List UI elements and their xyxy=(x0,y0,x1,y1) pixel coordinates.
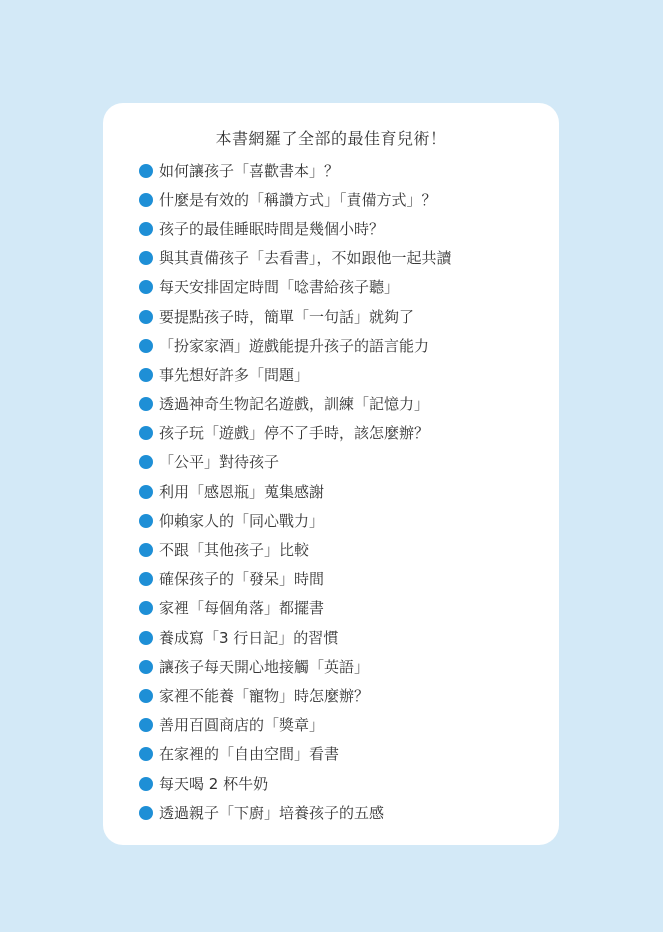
list-item-text: 家裡不能養「寵物」時怎麼辦？ xyxy=(159,686,370,705)
list-item xyxy=(139,360,452,389)
list-item xyxy=(139,594,452,623)
bullet-dot-icon xyxy=(139,660,153,674)
list-item xyxy=(139,448,452,477)
card-title: 本書網羅了全部的最佳育兒術！ xyxy=(215,129,447,148)
list-item-text: 事先想好許多「問題」 xyxy=(159,365,310,384)
bullet-dot-icon xyxy=(139,514,153,528)
list-item-text: 如何讓孩子「喜歡書本」？ xyxy=(159,161,340,180)
bullet-dot-icon xyxy=(139,631,153,645)
list-item xyxy=(139,244,452,273)
list-item xyxy=(139,681,452,710)
list-item-text: 每天安排固定時間「唸書給孩子聽」 xyxy=(159,278,400,297)
list-item-text: 在家裡的「自由空間」看書 xyxy=(159,745,340,764)
list-item xyxy=(139,477,452,506)
list-item-text: 孩子的最佳睡眠時間是幾個小時？ xyxy=(159,219,385,238)
bullet-dot-icon xyxy=(139,368,153,382)
bullet-dot-icon xyxy=(139,164,153,178)
list-item-text: 養成寫「3 行日記」的習慣 xyxy=(159,628,339,647)
list-item-text: 孩子玩「遊戲」停不了手時，該怎麼辦？ xyxy=(159,424,430,443)
list-item xyxy=(139,302,452,331)
list-item-text: 每天喝 2 杯牛奶 xyxy=(159,774,269,793)
list-item xyxy=(139,156,452,185)
bullet-dot-icon xyxy=(139,193,153,207)
list-item-text: 確保孩子的「發呆」時間 xyxy=(159,570,325,589)
list-item xyxy=(139,419,452,448)
bullet-dot-icon xyxy=(139,485,153,499)
list-item-text: 善用百圓商店的「獎章」 xyxy=(159,716,325,735)
bullet-dot-icon xyxy=(139,455,153,469)
list-item xyxy=(139,185,452,214)
bullet-dot-icon xyxy=(139,251,153,265)
list-item-text: 與其責備孩子「去看書」，不如跟他一起共讀 xyxy=(159,249,452,268)
bullet-dot-icon xyxy=(139,689,153,703)
list-item-text: 利用「感恩瓶」蒐集感謝 xyxy=(159,482,325,501)
list-item xyxy=(139,390,452,419)
bullet-dot-icon xyxy=(139,339,153,353)
list-item-text: 透過親子「下廚」培養孩子的五感 xyxy=(159,803,385,822)
list-item xyxy=(139,331,452,360)
list-item xyxy=(139,769,452,798)
list-item xyxy=(139,506,452,535)
bullet-dot-icon xyxy=(139,601,153,615)
bullet-dot-icon xyxy=(139,806,153,820)
list-item-text: 「公平」對待孩子 xyxy=(159,453,280,472)
bullet-dot-icon xyxy=(139,426,153,440)
list-item-text: 家裡「每個角落」都擺書 xyxy=(159,599,325,618)
list-item-text: 什麼是有效的「稱讚方式」「責備方式」？ xyxy=(159,190,437,209)
bullet-dot-icon xyxy=(139,718,153,732)
list-item xyxy=(139,273,452,302)
bullet-dot-icon xyxy=(139,280,153,294)
list-item-text: 透過神奇生物記名遊戲，訓練「記憶力」 xyxy=(159,395,430,414)
bullet-dot-icon xyxy=(139,747,153,761)
info-card xyxy=(103,103,559,845)
tips-list xyxy=(139,156,452,827)
list-item-text: 要提點孩子時，簡單「一句話」就夠了 xyxy=(159,307,415,326)
list-item xyxy=(139,740,452,769)
bullet-dot-icon xyxy=(139,397,153,411)
bullet-dot-icon xyxy=(139,543,153,557)
list-item xyxy=(139,798,452,827)
list-item-text: 讓孩子每天開心地接觸「英語」 xyxy=(159,657,370,676)
list-item-text: 不跟「其他孩子」比較 xyxy=(159,541,310,560)
list-item-text: 仰賴家人的「同心戰力」 xyxy=(159,511,325,530)
list-item xyxy=(139,711,452,740)
bullet-dot-icon xyxy=(139,310,153,324)
list-item xyxy=(139,214,452,243)
bullet-dot-icon xyxy=(139,572,153,586)
list-item-text: 「扮家家酒」遊戲能提升孩子的語言能力 xyxy=(159,336,430,355)
bullet-dot-icon xyxy=(139,222,153,236)
bullet-dot-icon xyxy=(139,777,153,791)
list-item xyxy=(139,535,452,564)
list-item xyxy=(139,652,452,681)
list-item xyxy=(139,565,452,594)
list-item xyxy=(139,623,452,652)
